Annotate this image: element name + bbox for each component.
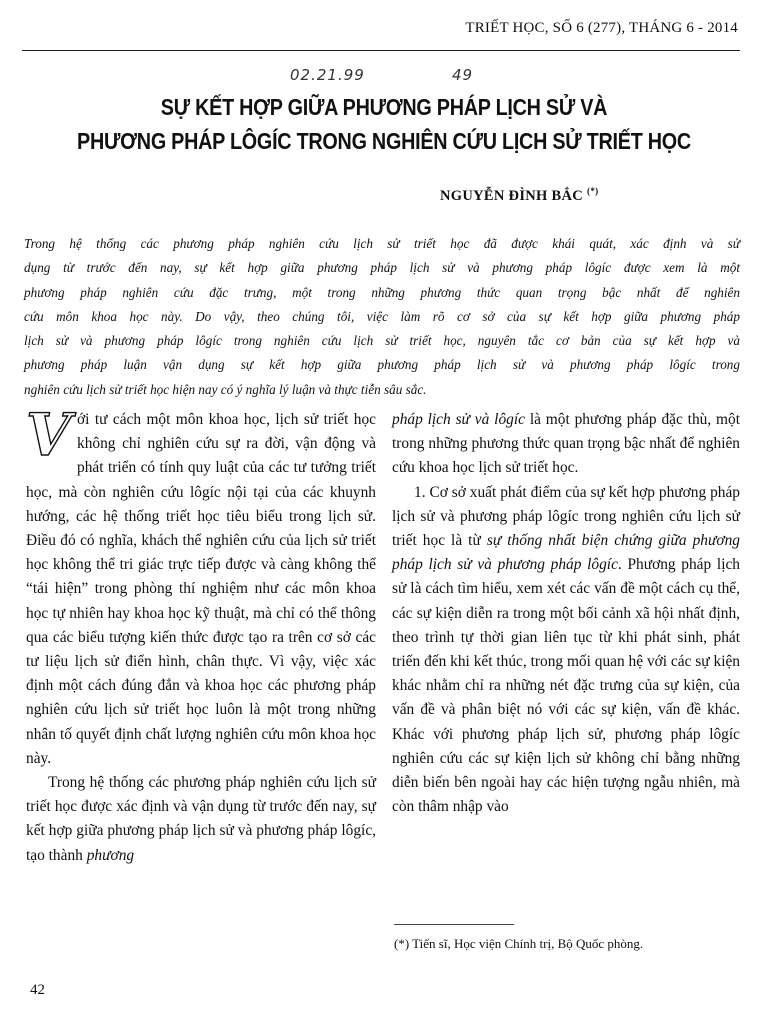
- paragraph-text: là một phương pháp đặc thù, một trong những phương thức quan trọng bậc nhất để nghiên cứu khoa học lịch sử triết học.: [392, 411, 740, 477]
- paragraph-text: . Phương pháp lịch sử là cách tìm hiểu, xem xét các vấn đề một cách cụ thể, các sự kiện diễn ra trong một bối cảnh xã hội nhất định, theo trình tự thời gian liên tục từ khi phát sinh, phát triển đến khi kết thúc, trong mối quan hệ với các sự kiện khác nhằm chỉ ra những nét đặc trưng của sự kiện, của vấn đề và phân biệt nó với các sự kiện, vấn đề khác. Khác với phương pháp lịch sử, phương pháp lôgíc nghiên cứu các sự kiện lịch sử không chỉ bằng những diễn biến bên ngoài hay các hiện tượng ngẫu nhiên, mà còn thâm nhập vào: [392, 556, 740, 816]
- left-column: [26, 401, 376, 868]
- emphasis-text: sự thống nhất biện chứng giữa phương pháp lịch sử và phương pháp lôgíc: [392, 532, 740, 574]
- author-name: NGUYỄN ĐÌNH BẮC: [440, 187, 584, 204]
- header-rule: [22, 50, 740, 51]
- abstract-line: Trong hệ thống các phương pháp nghiên cứu lịch sử triết học đã được khái quát, xác định và sử: [24, 236, 740, 251]
- abstract-line: phương pháp nghiên cứu đặc trưng, một trong những phương thức quan trọng bậc nhất để nghiên: [24, 284, 740, 300]
- handwritten-number: 49: [452, 66, 474, 84]
- drop-cap: V: [26, 401, 72, 469]
- author: [440, 186, 598, 205]
- handwritten-date: 02.21.99: [290, 66, 365, 84]
- abstract-line: lịch sử và phương pháp lôgíc trong nghiên cứu lịch sử triết học, nguyên tắc cơ bản của sự kết hợp và: [24, 333, 740, 349]
- right-column: [392, 408, 740, 819]
- running-head: TRIẾT HỌC, SỐ 6 (277), THÁNG 6 - 2014: [465, 20, 738, 36]
- title-line-1: SỰ KẾT HỢP GIỮA PHƯƠNG PHÁP LỊCH SỬ VÀ: [160, 94, 608, 120]
- emphasis-text: pháp lịch sử và lôgíc: [392, 411, 525, 428]
- abstract-line: nghiên cứu lịch sử triết học hiện nay có ý nghĩa lý luận và thực tiễn sâu sắc.: [24, 381, 427, 397]
- footnote: (*) Tiến sĩ, Học viện Chính trị, Bộ Quốc phòng.: [394, 936, 644, 951]
- paragraph: [392, 481, 740, 820]
- paragraph-text: ới tư cách một môn khoa học, lịch sử triết học không chỉ nghiên cứu sự ra đời, vận động và phát triển có tính quy luật của các tư tưởng triết học, mà còn nghiên cứu lôgíc nội tại của các khuynh hướng, các hệ thống triết học tiêu biểu trong lịch sử. Điều đó có nghĩa, khách thể nghiên cứu của lịch sử triết học không thể tri giác trực tiếp được và càng không thể “tái hiện” trong phòng thí nghiệm như các môn khoa học tự nhiên hay khoa học kỹ thuật, mà chỉ có thể thông qua các biểu tượng kiến thức được tạo ra trên cơ sở các tư liệu lịch sử điển hình, chân thực. Vì vậy, việc xác định một cách đúng đắn và khoa học các phương pháp nghiên cứu lịch sử triết học luôn là một trong những nhân tố quyết định chất lượng nghiên cứu môn khoa học này.: [26, 411, 376, 767]
- paragraph-text: 1. Cơ sở xuất phát điểm của sự kết hợp phương pháp lịch sử và phương pháp lôgíc trong nghiên cứu lịch sử triết học là từ: [392, 483, 740, 550]
- abstract-line: cứu môn khoa học này. Do vậy, theo chúng tôi, việc làm rõ cơ sở của sự kết hợp giữa phương pháp: [24, 308, 740, 324]
- article-title: [71, 90, 697, 158]
- paragraph: [392, 408, 740, 481]
- abstract: [24, 232, 740, 402]
- page-number: 42: [30, 982, 45, 998]
- author-footnote-mark: (*): [587, 186, 599, 196]
- paragraph: [26, 401, 376, 771]
- paragraph-text: Trong hệ thống các phương pháp nghiên cứu lịch sử triết học được xác định và vận dụng từ trước đến nay, sự kết hợp giữa phương pháp lịch sử và phương pháp lôgíc, tạo thành: [26, 774, 376, 864]
- abstract-line: phương pháp luận vận dụng sự kết hợp giữa phương pháp lịch sử và phương pháp lôgíc trong: [24, 357, 740, 373]
- title-line-2: PHƯƠNG PHÁP LÔGÍC TRONG NGHIÊN CỨU LỊCH SỬ TRIẾT HỌC: [77, 128, 691, 154]
- emphasis-text: phương: [86, 846, 135, 864]
- footnote-rule: [394, 924, 514, 925]
- paragraph: [26, 771, 376, 868]
- abstract-line: dụng từ trước đến nay, sự kết hợp giữa phương pháp lịch sử và phương pháp lôgíc được xem là một: [24, 260, 740, 276]
